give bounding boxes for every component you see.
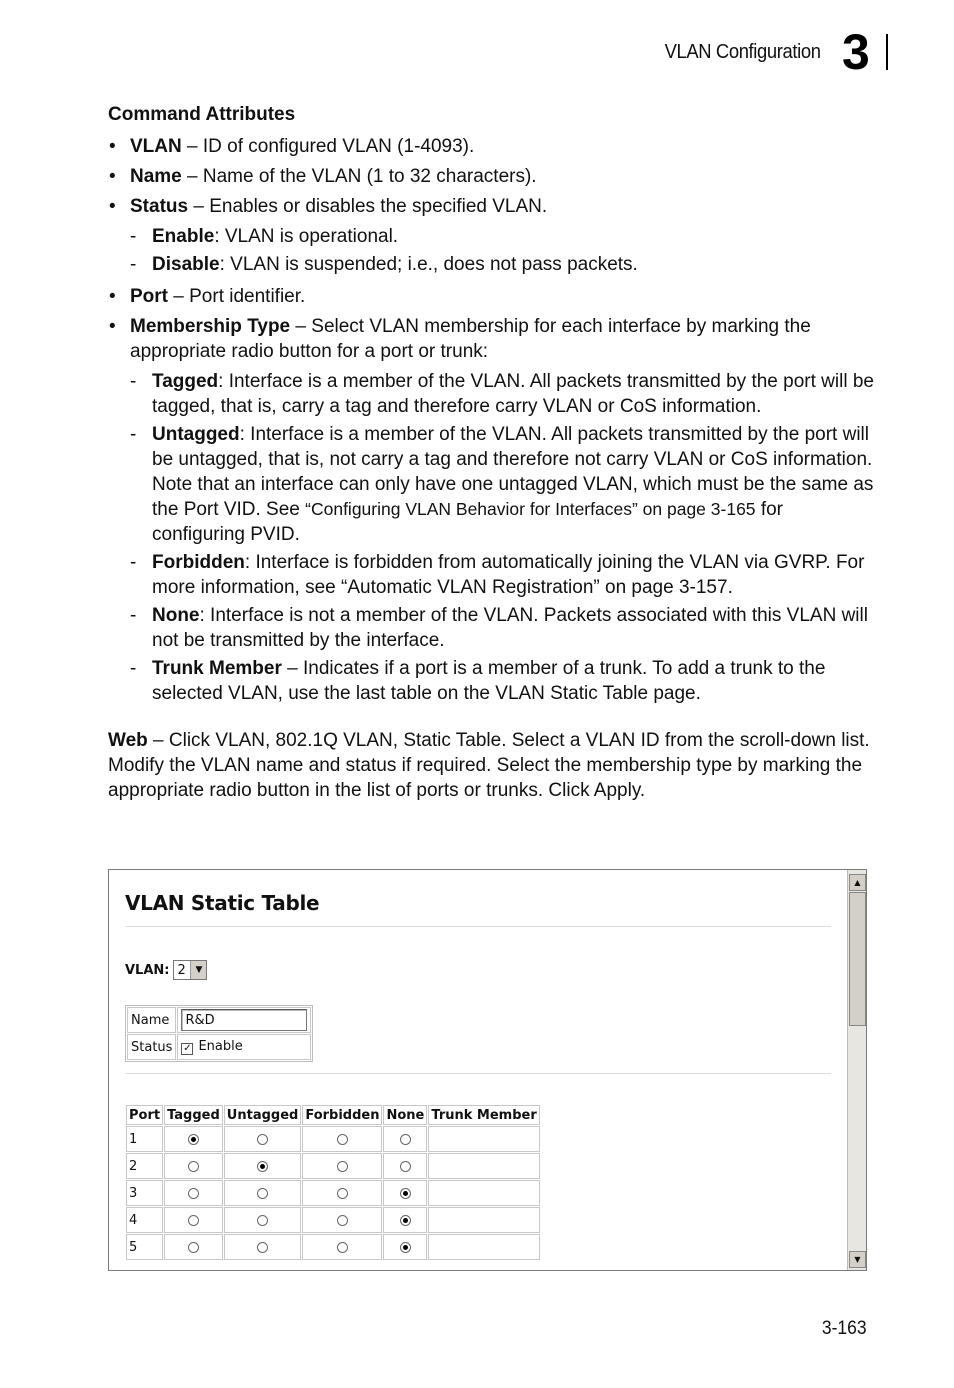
table-row: [126, 1180, 540, 1206]
radio-untagged[interactable]: [257, 1215, 268, 1226]
cross-reference-link[interactable]: “Configuring VLAN Behavior for Interfaces” on page 3-165: [305, 499, 756, 519]
radio-cell: [224, 1207, 302, 1233]
radio-cell: [224, 1180, 302, 1206]
vlan-selector-row: [125, 960, 207, 980]
radio-none[interactable]: [400, 1215, 411, 1226]
term: Disable: [152, 254, 220, 275]
divider: [125, 1073, 831, 1074]
scroll-up-icon[interactable]: ▲: [849, 874, 866, 891]
attr-none: [108, 603, 878, 653]
bullet: •: [109, 166, 116, 187]
definition: : Interface is a member of the VLAN. All packets transmitted by the port will be untagged, that is, not carry a tag and therefore not carry VLAN or CoS information. Note that an interface can only have one untagged VLAN, which must be the same as the Port VID. See: [152, 424, 874, 520]
attr-membership-type: [108, 314, 878, 364]
attr-forbidden: [108, 550, 878, 600]
status-cell: [177, 1034, 311, 1060]
radio-cell: [383, 1153, 427, 1179]
column-header-none: None: [383, 1105, 427, 1125]
table-row: [127, 1034, 311, 1060]
dash: -: [130, 226, 137, 247]
radio-none[interactable]: [400, 1161, 411, 1172]
table-row: [126, 1234, 540, 1260]
document-body: [108, 102, 878, 803]
radio-forbidden[interactable]: [337, 1188, 348, 1199]
definition: – Enables or disables the specified VLAN.: [188, 196, 548, 217]
header-divider: [886, 34, 888, 70]
vlan-select-value: 2: [177, 962, 186, 978]
radio-cell: [224, 1234, 302, 1260]
bullet: •: [109, 316, 116, 337]
trunk-member-cell: [428, 1207, 539, 1233]
definition: : VLAN is operational.: [214, 226, 399, 247]
dash: -: [130, 424, 137, 445]
term: Status: [130, 196, 189, 217]
definition-tail: for configuring PVID.: [152, 499, 783, 545]
radio-cell: [383, 1126, 427, 1152]
term: VLAN: [130, 136, 182, 157]
radio-tagged[interactable]: [188, 1242, 199, 1253]
table-row: [127, 1007, 311, 1033]
bullet: •: [109, 286, 116, 307]
status-label: Status: [127, 1034, 176, 1060]
section-title: VLAN Configuration: [664, 41, 821, 63]
command-attributes-heading: Command Attributes: [108, 104, 296, 125]
definition: – Indicates if a port is a member of a trunk. To add a trunk to the selected VLAN, use the last table on the VLAN Static Table page.: [152, 658, 826, 704]
radio-cell: [383, 1234, 427, 1260]
radio-cell: [224, 1153, 302, 1179]
term: Name: [130, 166, 182, 187]
port-cell: 2: [126, 1153, 163, 1179]
attr-status: [108, 194, 878, 219]
chapter-number: 3: [842, 24, 870, 80]
scrollbar-thumb[interactable]: [849, 892, 866, 1026]
radio-cell: [383, 1207, 427, 1233]
port-cell: 1: [126, 1126, 163, 1152]
radio-none[interactable]: [400, 1188, 411, 1199]
radio-cell: [164, 1207, 223, 1233]
name-cell: [177, 1007, 311, 1033]
term: Trunk Member: [152, 658, 282, 679]
radio-untagged[interactable]: [257, 1188, 268, 1199]
term: Tagged: [152, 371, 219, 392]
term: Untagged: [152, 424, 240, 445]
dash: -: [130, 552, 137, 573]
port-cell: 4: [126, 1207, 163, 1233]
attr-status-disable: [108, 252, 878, 277]
radio-cell: [302, 1180, 382, 1206]
attr-trunk-member: [108, 656, 878, 706]
definition: – Port identifier.: [168, 286, 306, 307]
attr-vlan: [108, 134, 878, 159]
trunk-member-cell: [428, 1234, 539, 1260]
column-header-trunk-member: Trunk Member: [428, 1105, 539, 1125]
radio-tagged[interactable]: [188, 1188, 199, 1199]
radio-tagged[interactable]: [188, 1134, 199, 1145]
radio-forbidden[interactable]: [337, 1242, 348, 1253]
attr-port: [108, 284, 878, 309]
vlan-static-table-screenshot: [108, 869, 867, 1271]
radio-none[interactable]: [400, 1242, 411, 1253]
bullet: •: [109, 136, 116, 157]
definition: – Name of the VLAN (1 to 32 characters).: [181, 166, 537, 187]
definition: : Interface is forbidden from automatically joining the VLAN via GVRP. For more information, see “Automatic VLAN Registration” on page 3-157.: [152, 552, 865, 598]
page-header: [0, 24, 954, 80]
radio-tagged[interactable]: [188, 1161, 199, 1172]
vlan-label: VLAN:: [125, 962, 170, 978]
table-row: [126, 1207, 540, 1233]
divider: [125, 926, 831, 927]
dash: -: [130, 658, 137, 679]
term: Forbidden: [152, 552, 245, 573]
radio-cell: [302, 1234, 382, 1260]
definition: : Interface is not a member of the VLAN. Packets associated with this VLAN will not be transmitted by the interface.: [152, 605, 868, 651]
vertical-scrollbar[interactable]: [847, 870, 866, 1270]
radio-none[interactable]: [400, 1134, 411, 1145]
attr-untagged: [108, 422, 878, 547]
term: None: [152, 605, 200, 626]
port-cell: 5: [126, 1234, 163, 1260]
radio-forbidden[interactable]: [337, 1134, 348, 1145]
attr-tagged: [108, 369, 878, 419]
radio-cell: [164, 1180, 223, 1206]
radio-forbidden[interactable]: [337, 1161, 348, 1172]
membership-table-body: [126, 1126, 540, 1260]
column-header-port: Port: [126, 1105, 163, 1125]
term: Web: [108, 730, 148, 751]
radio-forbidden[interactable]: [337, 1215, 348, 1226]
radio-untagged[interactable]: [257, 1134, 268, 1145]
radio-cell: [383, 1180, 427, 1206]
attr-name: [108, 164, 878, 189]
radio-untagged[interactable]: [257, 1242, 268, 1253]
membership-table: [125, 1104, 541, 1261]
radio-cell: [164, 1126, 223, 1152]
name-status-table: [125, 1005, 313, 1062]
radio-tagged[interactable]: [188, 1215, 199, 1226]
trunk-member-cell: [428, 1126, 539, 1152]
radio-cell: [164, 1234, 223, 1260]
table-header-row: [126, 1105, 540, 1125]
column-header-untagged: Untagged: [224, 1105, 302, 1125]
definition: – ID of configured VLAN (1-4093).: [181, 136, 475, 157]
trunk-member-cell: [428, 1153, 539, 1179]
column-header-tagged: Tagged: [164, 1105, 223, 1125]
page-number: 3-163: [822, 1318, 867, 1339]
dash: -: [130, 254, 137, 275]
radio-untagged[interactable]: [257, 1161, 268, 1172]
scroll-down-icon[interactable]: ▼: [849, 1251, 866, 1268]
column-header-forbidden: Forbidden: [302, 1105, 382, 1125]
definition: – Click VLAN, 802.1Q VLAN, Static Table. Select a VLAN ID from the scroll-down list. Modify the VLAN name and status if required. Select the membership type by marking the appropriate radio button in the list of ports or trunks. Click Apply.: [108, 730, 870, 801]
status-checkbox-label: Enable: [198, 1039, 243, 1054]
dash: -: [130, 371, 137, 392]
table-row: [126, 1126, 540, 1152]
definition: : VLAN is suspended; i.e., does not pass packets.: [219, 254, 638, 275]
term: Port: [130, 286, 168, 307]
chevron-down-icon[interactable]: ▼: [190, 961, 206, 979]
definition: – Select VLAN membership for each interface by marking the appropriate radio button for a port or trunk:: [130, 316, 811, 362]
radio-cell: [164, 1153, 223, 1179]
trunk-member-cell: [428, 1180, 539, 1206]
term: Membership Type: [130, 316, 291, 337]
definition: : Interface is a member of the VLAN. All packets transmitted by the port will be tagged, that is, carry a tag and therefore carry VLAN or CoS information.: [152, 371, 874, 417]
name-label: Name: [127, 1007, 176, 1033]
screen-title: VLAN Static Table: [125, 891, 320, 915]
vlan-select[interactable]: [173, 960, 207, 980]
radio-cell: [224, 1126, 302, 1152]
status-enable-checkbox[interactable]: ✓: [183, 1043, 192, 1054]
table-row: [126, 1153, 540, 1179]
attr-status-enable: [108, 224, 878, 249]
bullet: •: [109, 196, 116, 217]
term: Enable: [152, 226, 215, 247]
radio-cell: [302, 1207, 382, 1233]
name-input[interactable]: R&D: [181, 1009, 307, 1031]
port-cell: 3: [126, 1180, 163, 1206]
dash: -: [130, 605, 137, 626]
web-instructions: [108, 728, 878, 803]
radio-cell: [302, 1126, 382, 1152]
radio-cell: [302, 1153, 382, 1179]
